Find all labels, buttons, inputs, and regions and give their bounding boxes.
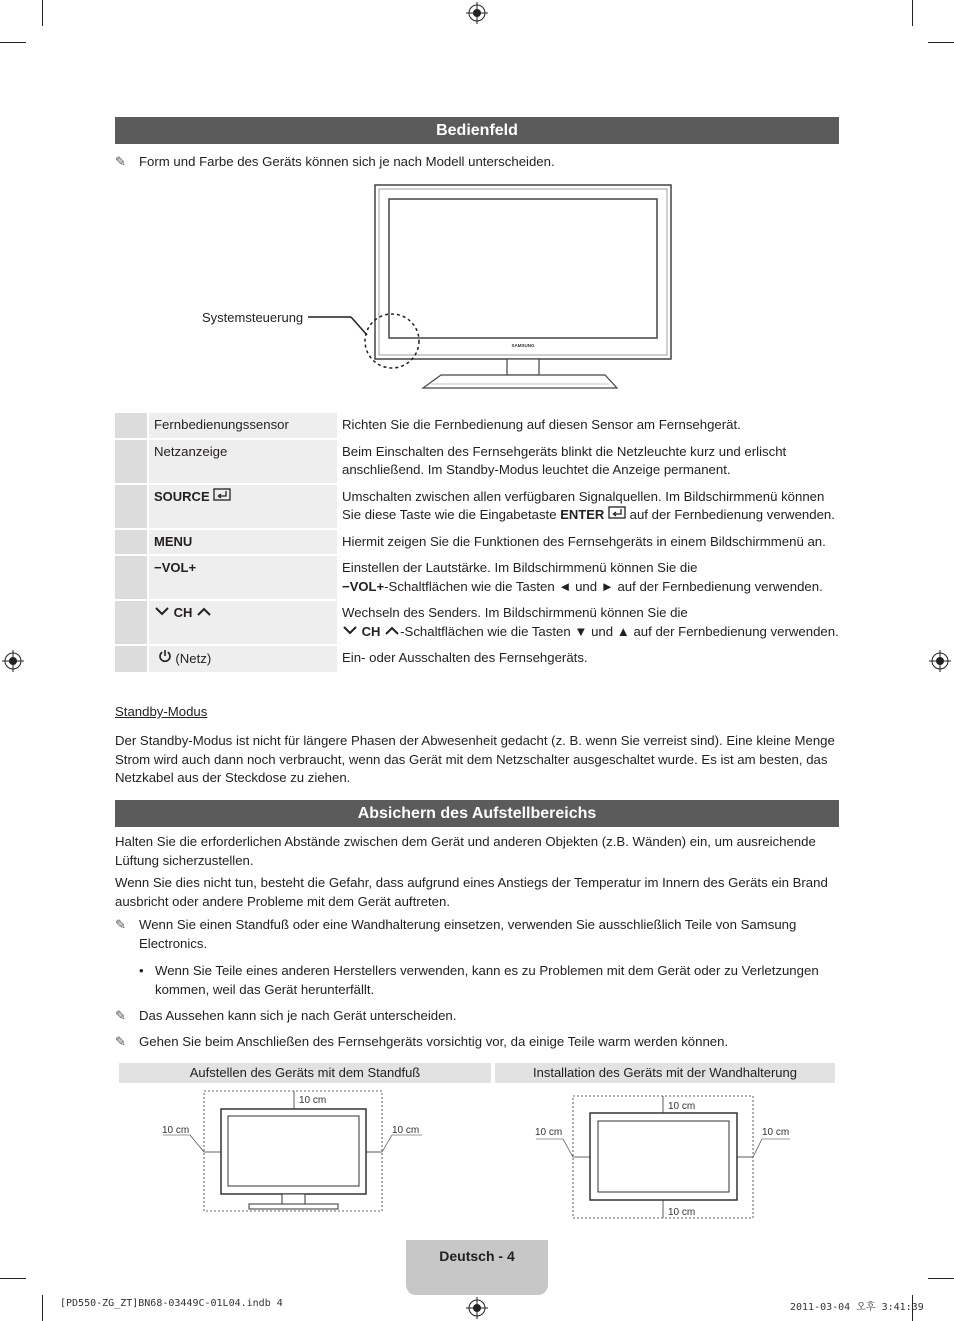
table-row <box>115 646 839 674</box>
control-label: MENU <box>147 530 337 555</box>
control-desc: Umschalten zwischen allen verfügbaren Signalquellen. Im Bildschirmmenü können Sie diese Taste wie die Eingabetaste ENTER auf der Fernbedienung verwenden. <box>342 488 835 522</box>
wall-clearance-diagram <box>530 1093 795 1221</box>
chevron-down-icon <box>342 624 358 639</box>
brand-logo-text: SAMSUNG <box>511 343 535 348</box>
control-label: SOURCE <box>154 488 210 504</box>
crop-mark <box>0 42 26 43</box>
crop-mark <box>42 0 43 26</box>
distance-label-bottom: 10 cm <box>668 1207 696 1218</box>
plus-icon: + <box>188 560 197 575</box>
control-desc: Beim Einschalten des Fernsehgeräts blinkt die Netzleuchte kurz und erlischt anschließend. Im Standby-Modus leuchtet die Anzeige permanent. <box>342 443 787 477</box>
power-icon <box>158 651 172 666</box>
control-label: (Netz) <box>175 651 212 666</box>
imprint-right: 2011-03-04 오후 3:41:39 <box>790 1302 924 1313</box>
distance-label-right: 10 cm <box>762 1127 790 1138</box>
standby-heading: Standby-Modus <box>115 704 208 719</box>
stand-clearance-diagram <box>155 1088 420 1213</box>
section-title-aufstellbereich: Absichern des Aufstellbereichs <box>115 800 839 827</box>
registration-mark-icon <box>466 2 488 24</box>
paragraph: Wenn Sie dies nicht tun, besteht die Gefahr, dass aufgrund eines Anstiegs der Temperatur im Innern des Geräts ein Brand ausbricht oder andere Probleme mit dem Gerät auftreten. <box>115 875 828 909</box>
standby-text: Der Standby-Modus ist nicht für längere Phasen der Abwesenheit gedacht (z. B. wenn Sie verreist sind). Eine kleine Menge Strom wird auch dann noch verbraucht, wenn das Gerät mit dem Netzschalter ausgeschaltet wurde. Es ist am besten, das Netzkabel aus der Steckdose zu ziehen. <box>115 733 835 785</box>
imprint-left: [PD550-ZG_ZT]BN68-03449C-01L04.indb 4 <box>60 1298 283 1309</box>
table-row <box>115 413 839 440</box>
crop-mark <box>928 1278 954 1279</box>
section-title-bedienfeld: Bedienfeld <box>115 117 839 144</box>
distance-label-left: 10 cm <box>535 1127 563 1138</box>
chevron-up-icon <box>196 605 212 620</box>
crop-mark <box>0 1278 26 1279</box>
note-samsung-parts: ✎ Wenn Sie einen Standfuß oder eine Wandhalterung einsetzen, verwenden Sie ausschließlich Teile von Samsung Electronics. <box>115 916 835 953</box>
wall-install-heading: Installation des Geräts mit der Wandhalterung <box>495 1063 835 1083</box>
control-panel-table <box>115 413 839 674</box>
pencil-note-icon: ✎ <box>115 917 127 932</box>
tv-front-illustration <box>195 180 685 395</box>
table-row <box>115 556 839 601</box>
crop-mark <box>42 1295 43 1321</box>
minus-icon: − <box>342 578 350 594</box>
registration-mark-icon <box>466 1297 488 1319</box>
chevron-down-icon <box>154 605 170 620</box>
note-appearance: ✎ Das Aussehen kann sich je nach Gerät unterscheiden. <box>115 1007 835 1026</box>
page-label: Deutsch - 4 <box>439 1248 515 1264</box>
source-enter-icon <box>213 489 231 504</box>
table-row <box>115 601 839 646</box>
distance-label-top: 10 cm <box>668 1101 696 1112</box>
table-row <box>115 440 839 485</box>
registration-mark-icon <box>2 650 24 672</box>
plus-icon: + <box>376 578 385 594</box>
table-row <box>115 485 839 530</box>
bullet: • <box>139 963 144 978</box>
bullet-other-manufacturer: • Wenn Sie Teile eines anderen Herstellers verwenden, kann es zu Problemen mit dem Gerät oder zu Verletzungen kommen, weil das Gerät herunterfällt. <box>139 962 829 999</box>
distance-label-left: 10 cm <box>162 1125 190 1136</box>
paragraph: Halten Sie die erforderlichen Abstände zwischen dem Gerät und anderen Objekten (z.B. Wänden) ein, um ausreichende Lüftung sicherzustellen. <box>115 834 816 868</box>
crop-mark <box>912 0 913 26</box>
control-desc: Wechseln des Senders. Im Bildschirmmenü können Sie die CH -Schaltflächen wie die Tasten ▼ und ▲ auf der Fernbedienung verwenden. <box>342 605 839 639</box>
enter-icon <box>608 507 626 522</box>
registration-mark-icon <box>929 650 951 672</box>
control-label: Fernbedienungssensor <box>147 413 337 438</box>
chevron-up-icon <box>384 624 400 639</box>
pencil-note-icon: ✎ <box>115 1034 127 1049</box>
control-desc: Richten Sie die Fernbedienung auf diesen Sensor am Fernsehgerät. <box>342 417 741 432</box>
control-desc: Einstellen der Lautstärke. Im Bildschirmmenü können Sie die −VOL+-Schaltflächen wie die Tasten ◄ und ► auf der Fernbedienung verwenden. <box>342 560 823 594</box>
minus-icon: − <box>154 560 162 575</box>
control-desc: Hiermit zeigen Sie die Funktionen des Fernsehgeräts in einem Bildschirmmenü an. <box>342 533 826 549</box>
callout-label: Systemsteuerung <box>202 310 304 325</box>
note-model-variation: ✎ Form und Farbe des Geräts können sich je nach Modell unterscheiden. <box>115 153 835 172</box>
control-label: VOL <box>161 560 189 575</box>
page-number-tab <box>406 1240 548 1295</box>
crop-mark <box>928 42 954 43</box>
control-desc: Ein- oder Ausschalten des Fernsehgeräts. <box>342 650 588 665</box>
pencil-note-icon: ✎ <box>115 154 127 169</box>
control-label: Netzanzeige <box>147 440 337 483</box>
note-warm-parts: ✎ Gehen Sie beim Anschließen des Fernsehgeräts vorsichtig vor, da einige Teile warm werden können. <box>115 1033 835 1052</box>
stand-install-heading: Aufstellen des Geräts mit dem Standfuß <box>119 1063 491 1083</box>
table-row <box>115 530 839 557</box>
pencil-note-icon: ✎ <box>115 1008 127 1023</box>
distance-label-top: 10 cm <box>299 1095 327 1106</box>
control-label: CH <box>173 605 193 620</box>
distance-label-right: 10 cm <box>392 1125 420 1136</box>
